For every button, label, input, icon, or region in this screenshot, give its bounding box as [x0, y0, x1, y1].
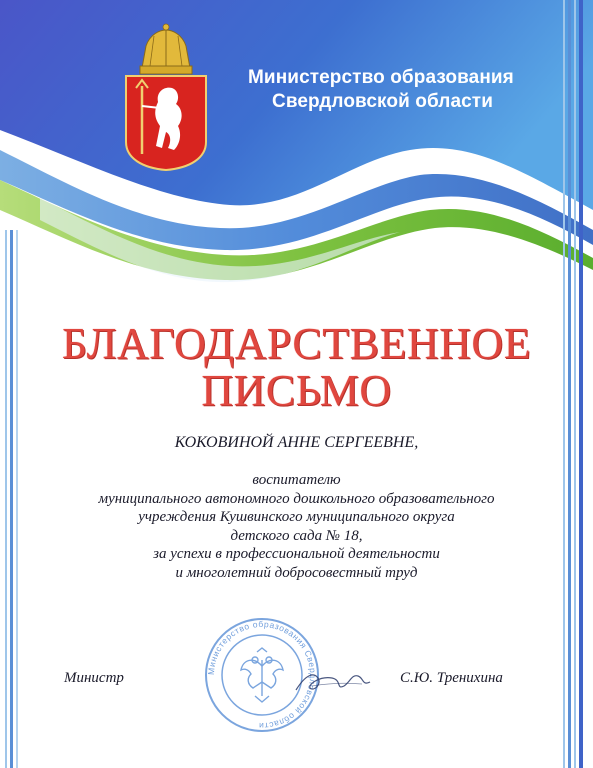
header-wave-background	[0, 0, 593, 320]
document-title-line-2: ПИСЬМО	[201, 366, 392, 415]
ministry-name	[248, 66, 514, 114]
double-headed-eagle-icon	[241, 648, 283, 702]
coat-of-arms-emblem	[120, 22, 212, 172]
document-title-line-1: БЛАГОДАРСТВЕННОЕ	[61, 319, 532, 368]
body-line: учреждения Кушвинского муниципального округа	[138, 509, 455, 526]
body-line: детского сада № 18,	[230, 527, 363, 544]
ministry-line-2: Свердловской области	[272, 91, 493, 112]
signatory-name: С.Ю. Тренихина	[400, 670, 503, 686]
signatory-position: Министр	[64, 670, 124, 686]
body-text	[0, 471, 593, 583]
body-line: и многолетний добросовестный труд	[175, 564, 418, 581]
body-line: за успехи в профессиональной деятельности	[153, 546, 440, 563]
handwritten-signature	[292, 664, 374, 700]
ministry-line-1: Министерство образования	[248, 67, 514, 88]
stamp-text: Министерство образования Свердловской области	[205, 618, 319, 732]
body-line: воспитателю	[252, 472, 341, 488]
crown-icon	[140, 24, 192, 74]
body-line: муниципального автономного дошкольного образовательного	[98, 490, 495, 507]
recipient-name: КОКОВИНОЙ АННЕ СЕРГЕЕВНЕ,	[174, 434, 419, 451]
